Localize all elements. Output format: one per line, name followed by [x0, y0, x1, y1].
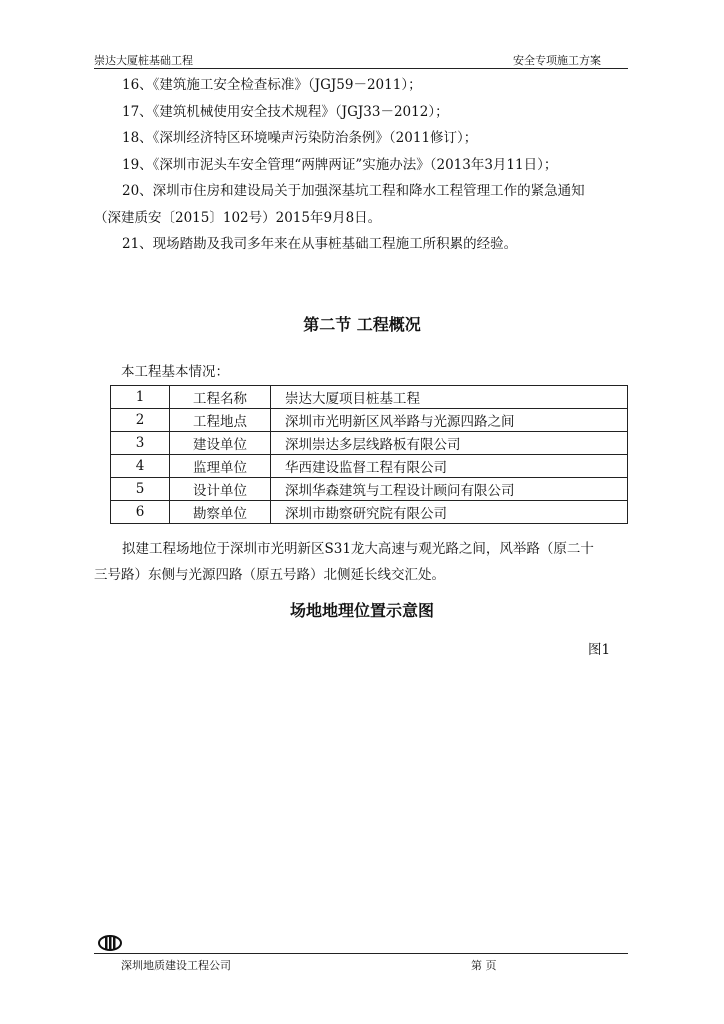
section-title: 第二节 工程概况	[303, 315, 421, 334]
table-row	[111, 409, 628, 432]
table-row	[111, 432, 628, 455]
figure-label: 图1	[588, 642, 611, 658]
section-intro: 本工程基本情况：	[121, 364, 229, 380]
reference-item: 19、《深圳市泥头车安全管理“两牌两证”实施办法》（2013年3月11日）；	[122, 156, 558, 173]
site-description-line: 拟建工程场地位于深圳市光明新区S31龙大高速与观光路之间，风举路（原二十	[122, 541, 594, 557]
company-logo-icon	[97, 934, 123, 952]
reference-item: 16、《建筑施工安全检查标准》（JGJ59－2011）；	[122, 77, 422, 93]
row-value: 崇达大厦项目桩基工程	[271, 386, 628, 409]
row-number: 6	[111, 501, 170, 524]
row-value: 深圳市光明新区风举路与光源四路之间	[271, 409, 628, 432]
reference-item: 17、《建筑机械使用安全技术规程》（JGJ33－2012）；	[122, 103, 449, 120]
header-left: 崇达大厦桩基础工程	[94, 54, 193, 67]
row-key: 勘察单位	[170, 501, 271, 524]
row-key: 建设单位	[170, 432, 271, 455]
table-row	[111, 386, 628, 409]
row-number: 3	[111, 432, 170, 455]
reference-item: 21、现场踏勘及我司多年来在从事桩基础工程施工所积累的经验。	[122, 236, 518, 252]
footer-divider	[94, 953, 628, 954]
row-key: 监理单位	[170, 455, 271, 478]
row-number: 1	[111, 386, 170, 409]
row-key: 工程地点	[170, 409, 271, 432]
project-info-table	[110, 385, 628, 524]
reference-item-continuation: （深建质安〔2015〕102号）2015年9月8日。	[94, 209, 382, 226]
row-value: 深圳崇达多层线路板有限公司	[271, 432, 628, 455]
reference-item: 18、《深圳经济特区环境噪声污染防治条例》（2011修订）；	[122, 130, 478, 146]
map-title: 场地地理位置示意图	[289, 601, 434, 620]
row-number: 5	[111, 478, 170, 501]
row-value: 深圳市勘察研究院有限公司	[271, 501, 628, 524]
footer-page-number: 第 页	[471, 959, 497, 972]
row-value: 华西建设监督工程有限公司	[271, 455, 628, 478]
table-row	[111, 455, 628, 478]
footer-company: 深圳地质建设工程公司	[121, 959, 231, 972]
header-divider	[94, 68, 628, 69]
site-description-line: 三号路）东侧与光源四路（原五号路）北侧延长线交汇处。	[94, 567, 445, 583]
reference-list	[94, 72, 634, 258]
header-right: 安全专项施工方案	[513, 54, 601, 67]
reference-item: 20、深圳市住房和建设局关于加强深基坑工程和降水工程管理工作的紧急通知	[122, 183, 585, 199]
row-key: 工程名称	[170, 386, 271, 409]
row-value: 深圳华森建筑与工程设计顾问有限公司	[271, 478, 628, 501]
row-number: 4	[111, 455, 170, 478]
table-row	[111, 501, 628, 524]
row-number: 2	[111, 409, 170, 432]
row-key: 设计单位	[170, 478, 271, 501]
table-row	[111, 478, 628, 501]
